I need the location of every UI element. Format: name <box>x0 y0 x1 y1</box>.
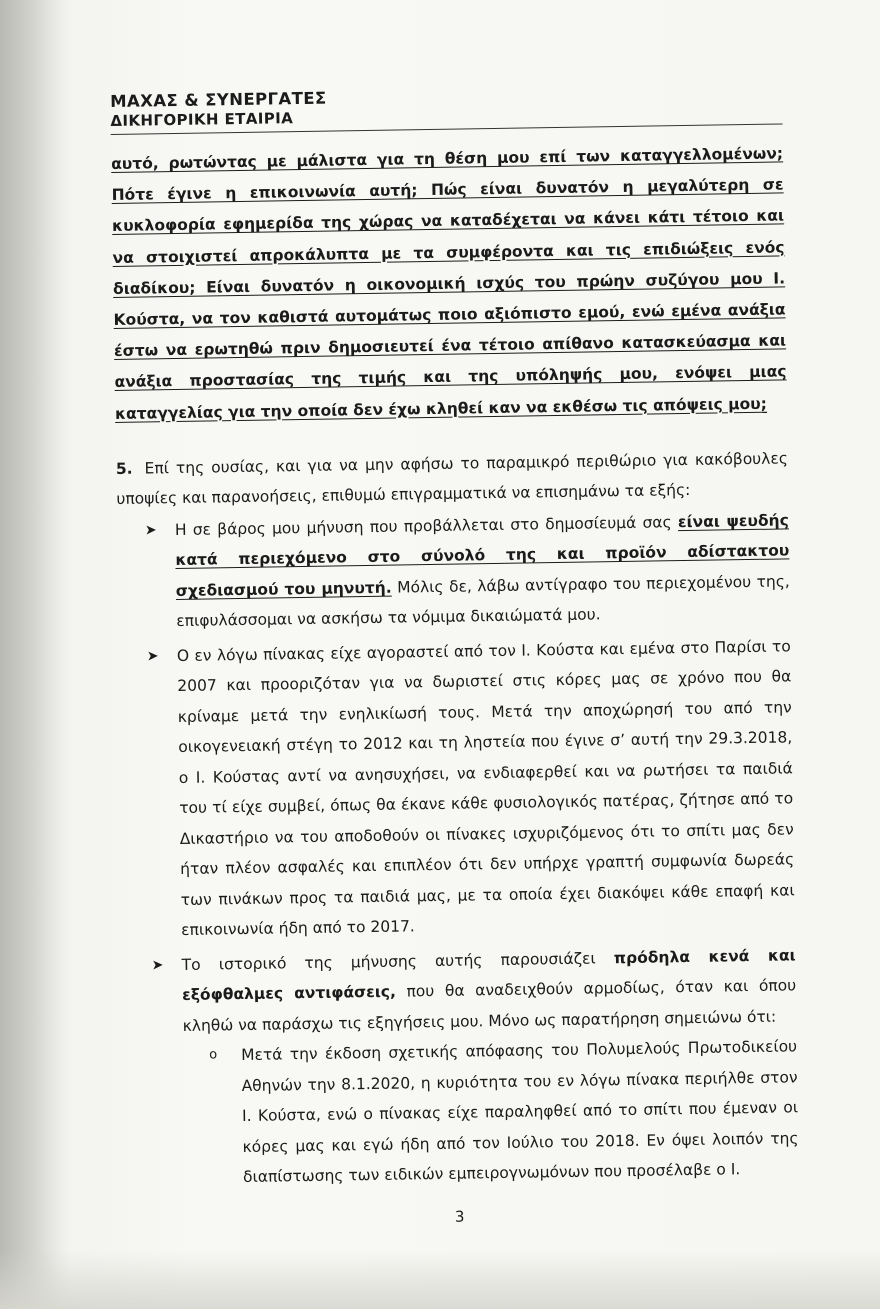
bullet-3-bold: πρόδηλα κενά και εξόφθαλμες αντιφάσεις, <box>182 946 796 1005</box>
bullet-list <box>139 505 800 1194</box>
scan-edge-shadow <box>0 0 70 1309</box>
firm-name: ΜΑΧΑΣ & ΣΥΝΕΡΓΑΤΕΣ <box>110 88 327 111</box>
bullet-1-pre: Η σε βάρος μου μήνυση που προβάλλεται στο δημοσίευμά σας <box>174 512 679 539</box>
bullet-1-bold: είναι ψευδής κατά περιεχόμενο στο σύνολό της και προϊόν αδίστακτου σχεδιασμού του μηνυτή. <box>175 511 790 600</box>
letterhead <box>110 81 783 135</box>
arrow-bullet-icon: ➤ <box>144 522 157 539</box>
sub-list <box>205 1032 799 1194</box>
bullet-2-text: Ο εν λόγω πίνακας είχε αγοραστεί από τον Ι. Κούστα και εμένα στο Παρίσι το 2007 και προοριζόταν για να δωριστεί στις κόρες μας σε χρόνο που θα κρίναμε μετά την ενηλικίωσή τους. Μετά την αποχώρησή του από την οικογενειακή στέγη το 2012 και τη ληστεία που έγινε σ’ αυτή την 29.3.2018, ο Ι. Κούστας αντί να ανησυχήσει, να ενδιαφερθεί και να ρωτήσει τα παιδιά του τί είχε συμβεί, όπως θα έκανε κάθε φυσιολογικός πατέρας, ζήτησε από το Δικαστήριο να του αποδοθούν οι πίνακες ισχυριζόμενος ότι το σπίτι μας δεν ήταν πλέον ασφαλές και επιπλέον ότι δεν υπήρχε γραπτή συμφωνία δωρεάς των πινάκων προς τα παιδιά μας, με τα οποία έχει διακόψει κάθε επαφή και επικοινωνία ήδη από το 2017. <box>176 637 795 940</box>
section-5-paragraph <box>116 443 789 514</box>
bullet-3-pre: Το ιστορικό της μήνυσης αυτής παρουσιάζει <box>181 949 614 974</box>
section-5-text: Επί της ουσίας, και για να μην αφήσω το παραμικρό περιθώριο για κακόβουλες υποψίες και παρανοήσεις, επιθυμώ επιγραμματικά να επισημάνω τα εξής: <box>116 449 788 508</box>
section-number: 5. <box>115 459 133 478</box>
intro-bold-paragraph: αυτό, ρωτώντας με μάλιστα για τη θέση μου επί των καταγγελλομένων; Πότε έγινε η επικοινωνία αυτή; Πώς είναι δυνατόν η μεγαλύτερη σε κυκλοφορία εφημερίδα της χώρας να καταδέχεται να κάνει κάτι τέτοιο και να στοιχιστεί απροκάλυπτα με τα συμφέροντα και τις επιδιώξεις ενός διαδίκου; Είναι δυνατόν η οικονομική ισχύς του πρώην συζύγου μου Ι. Κούστα, να τον καθιστά αυτομάτως ποιο αξιόπιστο εμού, ενώ εμένα ανάξια έστω να ερωτηθώ πριν δημοσιευτεί ένα τέτοιο απίθανο κατασκεύασμα και ανάξια προστασίας της τιμής και της υπόληψής μου, ενόψει μιας καταγγελίας για την οποία δεν έχω κληθεί καν να εκθέσω τις απόψεις μου; <box>110 144 787 423</box>
bullet-item-2 <box>141 631 796 946</box>
document-sheet <box>110 81 800 1230</box>
scan-bottom-shadow <box>0 1249 880 1309</box>
bullet-1-post: Μόλις δε, λάβω αντίγραφο του περιεχομένου της, επιφυλάσσομαι να ασκήσω τα νόμιμα δικαιώματά μου. <box>176 572 790 631</box>
circle-bullet-icon: o <box>209 1047 218 1063</box>
sub-item-1 <box>205 1032 799 1194</box>
firm-subtitle: ΔΙΚΗΓΟΡΙΚΗ ΕΤΑΙΡΙΑ <box>110 109 294 130</box>
sub-item-text: Μετά την έκδοση σχετικής απόφασης του Πολυμελούς Πρωτοδικείου Αθηνών την 8.1.2020, η κυριότητα του εν λόγω πίνακα περιήλθε στον Ι. Κούστα, ενώ ο πίνακας είχε παραληφθεί από το σπίτι που έμεναν οι κόρες μας και εγώ ήδη από τον Ιούλιο του 2018. Εν όψει λοιπόν της διαπίστωσης των ειδικών εμπειρογνωμόνων που προσέλαβε ο Ι. <box>241 1037 799 1187</box>
arrow-bullet-icon: ➤ <box>146 648 159 665</box>
bullet-item-1 <box>139 505 791 637</box>
page-number: 3 <box>454 1207 465 1226</box>
arrow-bullet-icon: ➤ <box>151 957 164 974</box>
bullet-item-3 <box>145 940 799 1194</box>
bullet-3-post: που θα αναδειχθούν αρμοδίως, όταν και όπου κληθώ να παράσχω τις εξηγήσεις μου. Μόνο ως παρατήρηση σημειώνω ότι: <box>182 976 797 1035</box>
